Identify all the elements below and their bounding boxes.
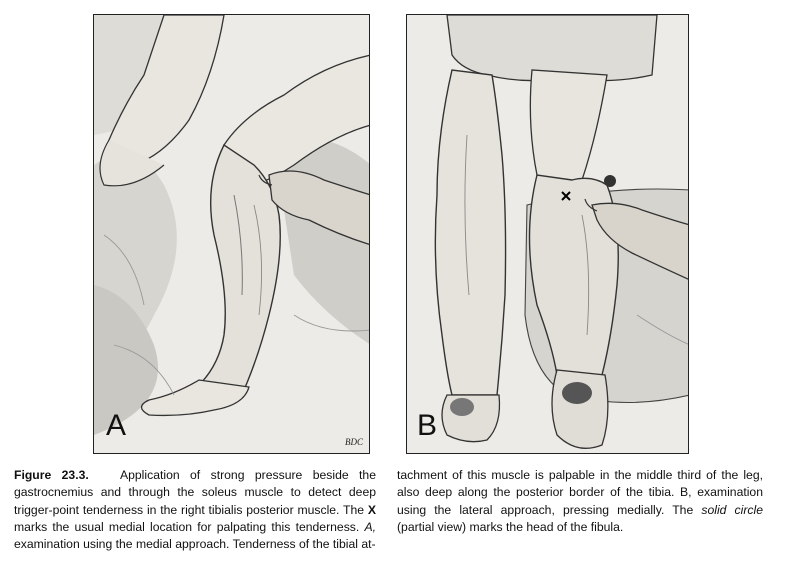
- panel-letter-b: B: [417, 409, 438, 442]
- caption-text: (partial view) marks the head of the fibula.: [397, 519, 624, 534]
- panel-letter-a: A: [106, 409, 127, 442]
- caption-text: examination using the medial approach. Tenderness of the tibial at-: [14, 537, 376, 552]
- lateral-approach-drawing: [407, 15, 689, 454]
- caption-text: tachment of this muscle is palpable in the middle third of the leg, also deep along the posterior border of the tibia. B, examination using the lateral approach, pressing medially. The: [397, 468, 763, 517]
- medial-approach-drawing: [94, 15, 370, 454]
- caption-solid-circle: solid circle: [701, 502, 763, 517]
- artist-signature: BDC: [345, 437, 363, 447]
- caption-text: Application of strong pressure beside the gastrocnemius and through the soleus muscle to detect deep trigger-point tenderness in the right tibialis posterior muscle. The: [14, 468, 376, 517]
- figure-caption-right-column: [397, 467, 763, 536]
- caption-x-mark: X: [367, 502, 376, 517]
- illustration-panel-a: [93, 14, 370, 454]
- caption-panel-ref-a: A,: [364, 519, 376, 534]
- figure-caption-left-column: [14, 467, 376, 553]
- illustration-panel-b: [406, 14, 689, 454]
- figure-number: Figure 23.3.: [14, 468, 89, 482]
- caption-text: marks the usual medial location for palpating this tenderness.: [14, 519, 365, 534]
